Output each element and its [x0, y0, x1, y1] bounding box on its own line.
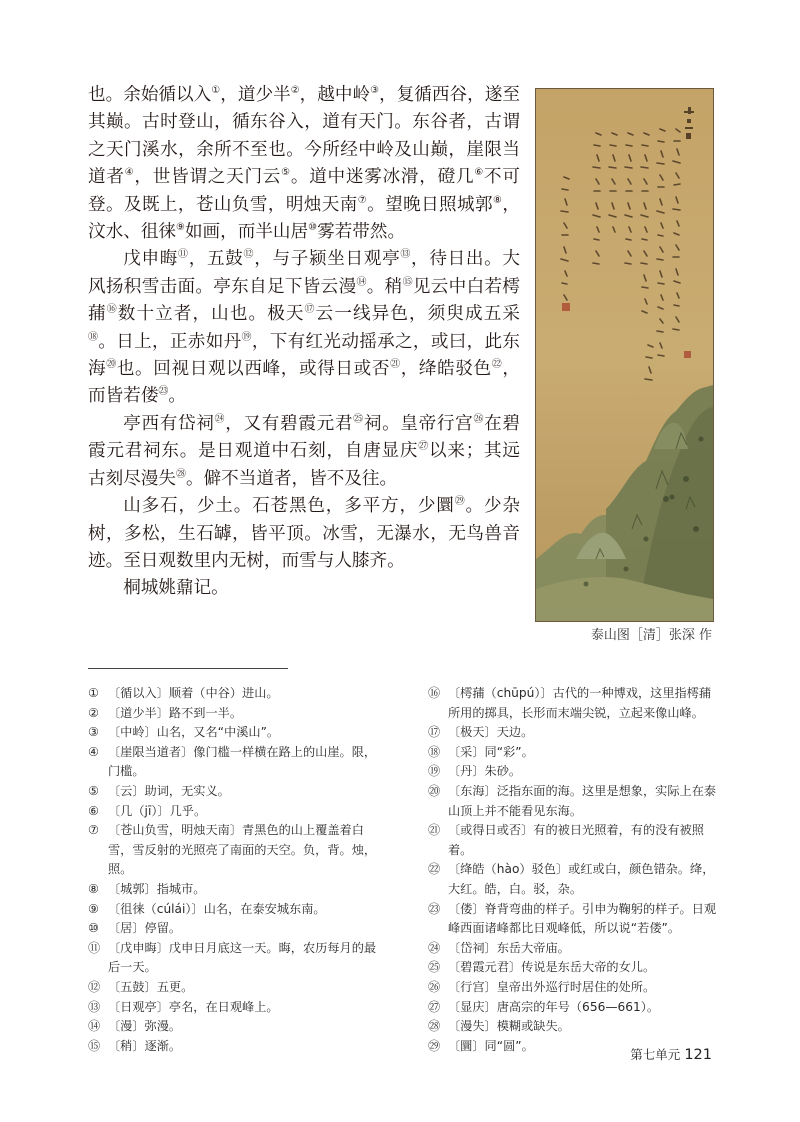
painting-taishan — [535, 88, 714, 622]
text-segment: ，而皆若偻 — [88, 359, 520, 407]
text-segment: ，世皆谓之天门云 — [134, 167, 282, 188]
footnote-marker: ㉗ — [418, 441, 430, 453]
footnote-text: 〔漫〕弥漫。 — [108, 1019, 182, 1034]
footnote-text: 〔居〕停留。 — [108, 921, 182, 936]
footnote-item — [88, 782, 388, 802]
footnote-number: ㉒ — [428, 862, 441, 877]
footnote-text: 〔樗蒱（chūpú）〕古代的一种博戏，这里指樗蒱所用的掷具，长形而末端尖锐，立起来像山峰。 — [448, 686, 712, 720]
text-segment: ，道少半 — [220, 85, 291, 105]
footnote-text: 〔或得日或否〕有的被日光照着，有的没有被照着。 — [448, 823, 704, 857]
footnote-marker: ③ — [370, 85, 380, 96]
footnote-marker: ⑭ — [356, 276, 367, 288]
footnote-number: ⑩ — [88, 921, 99, 936]
footnote-marker: ㉑ — [390, 359, 401, 371]
footnote-marker: ⑮ — [402, 276, 413, 288]
footnote-marker: ⑫ — [243, 249, 255, 261]
footnote-item — [428, 900, 718, 939]
text-segment: ，越中岭 — [299, 85, 371, 105]
footnote-marker: ⑱ — [88, 331, 99, 343]
footnote-marker: ⑩ — [308, 222, 318, 234]
page-number: 121 — [684, 1047, 712, 1063]
footnotes-left-column — [88, 684, 388, 1056]
footnote-number: ㉑ — [428, 823, 441, 838]
text-segment: 也。余始循以入 — [88, 85, 212, 105]
text-segment: 数十立者，山也。极天 — [117, 304, 305, 325]
text-segment: 桐城姚鼐记。 — [123, 578, 229, 599]
text-segment: ，汶水、徂徕 — [88, 194, 520, 243]
text-segment: 祠。皇帝行宫 — [363, 413, 474, 434]
footnote-number: ⑳ — [428, 783, 441, 798]
footnote-item — [88, 821, 388, 880]
footnote-text: 〔中岭〕山名，又名“中溪山”。 — [108, 725, 280, 740]
footnote-text: 〔五鼓〕五更。 — [108, 979, 194, 994]
footnote-number: ⑬ — [88, 999, 101, 1014]
footnote-number: ⑥ — [88, 803, 99, 818]
main-text — [88, 82, 520, 603]
footnote-marker: ㉘ — [175, 468, 186, 480]
footnote-item — [88, 900, 388, 920]
footnote-marker: ㉓ — [158, 386, 169, 398]
footnote-text: 〔苍山负雪，明烛天南〕青黑色的山上覆盖着白雪，雪反射的光照亮了南面的天空。负，背。烛，照。 — [108, 823, 377, 877]
text-segment: ，复循西谷，遂至其巅。古时登山，循东谷入，道有天门。东谷者，古谓之天门溪水，余所不至也。今所经中岭及山巅，崖限当道者 — [88, 85, 520, 188]
footnote-number: ② — [88, 705, 99, 720]
footnote-number: ⑱ — [428, 744, 441, 759]
text-segment: ，绛皓驳色 — [400, 359, 492, 380]
footnote-marker: ㉔ — [214, 413, 226, 425]
footnote-marker: ⑤ — [281, 167, 291, 179]
text-segment: 。稍 — [366, 276, 403, 297]
footnote-number: ㉖ — [428, 979, 441, 994]
footnote-item — [428, 821, 718, 860]
text-segment: 不可登。及既上，苍山负雪，明烛天南 — [88, 167, 520, 215]
footnote-number: ㉕ — [428, 960, 441, 975]
text-segment: 。少杂树，多松，生石罅，皆平顶。冰雪，无瀑水，无鸟兽音迹。至日观数里内无树，而雪与人膝齐。 — [88, 496, 520, 571]
footnote-text: 〔碧霞元君〕传说是东岳大帝的女儿。 — [448, 960, 656, 975]
text-segment: 山多石，少土。石苍黑色，多平方，少圜 — [123, 496, 455, 517]
footnote-marker: ⑪ — [178, 249, 189, 261]
text-segment: ，待日出。大风扬积雪击面。亭东自足下皆云漫 — [88, 249, 520, 297]
painting-caption: 泰山图［清］张深 作 — [590, 628, 712, 643]
footnote-item — [428, 958, 718, 978]
text-segment: 如画，而半山居 — [184, 222, 309, 243]
footnote-number: ⑤ — [88, 783, 99, 798]
text-segment: 。 — [168, 386, 186, 407]
footnote-item — [88, 978, 388, 998]
footnote-number: ⑧ — [88, 881, 99, 896]
footnote-text: 〔循以入〕顺着（中谷）进山。 — [108, 686, 279, 700]
landscape-painting-image — [536, 89, 713, 621]
footnote-marker: ④ — [124, 167, 135, 179]
footnote-number: ㉔ — [428, 940, 441, 955]
footnote-text: 〔崖限当道者〕像门槛一样横在路上的山崖。限，门槛。 — [108, 744, 377, 779]
footnote-marker: ⑧ — [493, 194, 503, 206]
footnote-marker: ② — [290, 85, 300, 96]
paragraph — [88, 493, 520, 575]
footnotes-right-column — [428, 684, 718, 1056]
footnote-item — [428, 939, 718, 959]
page-footer — [600, 1045, 712, 1063]
footnote-marker: ⑳ — [106, 359, 117, 371]
paragraph — [88, 246, 520, 410]
footnote-number: ⑮ — [88, 1038, 101, 1053]
text-segment: 见云中白若樗蒱 — [88, 276, 520, 325]
footnote-text: 〔丹〕朱砂。 — [448, 764, 522, 779]
footnote-marker: ① — [211, 85, 221, 96]
footnote-text: 〔道少半〕路不到一半。 — [108, 705, 243, 720]
footnote-text: 〔云〕助词，无实义。 — [108, 783, 230, 798]
text-segment: ，五鼓 — [188, 249, 244, 270]
footnote-item — [428, 978, 718, 998]
footnote-text: 〔极天〕天边。 — [448, 725, 534, 740]
footnote-item — [428, 860, 718, 899]
footnote-text: 〔日观亭〕亭名，在日观峰上。 — [108, 999, 279, 1014]
footnote-number: ④ — [88, 744, 99, 759]
footnote-number: ① — [88, 686, 99, 700]
footnote-number: ⑰ — [428, 725, 441, 740]
footnote-text: 〔徂徕（cúlái）〕山名，在泰安城东南。 — [108, 901, 326, 916]
footnote-item — [88, 998, 388, 1018]
footnote-text: 〔戊申晦〕戊申日月底这一天。晦，农历每月的最后一天。 — [108, 940, 377, 975]
footnote-item — [88, 743, 388, 782]
text-segment: 雾若带然。 — [317, 222, 406, 243]
text-segment: ，又有碧霞元君 — [225, 413, 354, 434]
footnote-number: ⑫ — [88, 979, 101, 994]
text-segment: 亭西有岱祠 — [123, 413, 215, 434]
footnote-item — [428, 743, 718, 763]
footnote-text: 〔绛皓（hào）驳色〕或红或白，颜色错杂。绛，大红。皓，白。驳，杂。 — [448, 862, 715, 896]
footnote-item — [428, 684, 718, 723]
footnote-item — [428, 762, 718, 782]
footnote-text: 〔漫失〕模糊或缺失。 — [448, 1019, 570, 1034]
footnote-marker: ⑰ — [304, 304, 316, 316]
footnote-number: ㉘ — [428, 1019, 441, 1034]
footnote-number: ㉙ — [428, 1038, 441, 1053]
footnote-number: ⑭ — [88, 1019, 101, 1034]
footnote-text: 〔显庆〕唐高宗的年号（656—661）。 — [448, 999, 660, 1014]
footnote-item — [428, 1017, 718, 1037]
text-segment: 。道中迷雾冰滑，磴几 — [290, 167, 475, 188]
footnote-text: 〔岱祠〕东岳大帝庙。 — [448, 940, 570, 955]
footnote-number: ③ — [88, 725, 99, 740]
footnote-marker: ㉕ — [353, 413, 364, 425]
footnote-text: 〔采〕同“彩”。 — [448, 744, 534, 759]
footnote-number: ⑦ — [88, 823, 99, 838]
footnote-item — [88, 723, 388, 743]
footnote-item — [88, 1017, 388, 1037]
text-segment: 在碧霞元君祠东。是日观道中石刻，自唐显庆 — [88, 413, 520, 462]
footnote-number: ⑯ — [428, 686, 441, 700]
text-segment: 云一线异色，须臾成五采 — [315, 304, 520, 325]
text-segment: 。日上，正赤如丹 — [98, 331, 242, 352]
footnote-marker: ⑬ — [400, 249, 412, 261]
footnote-item — [88, 704, 388, 724]
footnote-item — [88, 684, 388, 704]
footnote-number: ㉓ — [428, 901, 441, 916]
footnote-marker: ㉒ — [491, 359, 503, 371]
paragraph — [88, 575, 520, 602]
footnote-item — [88, 1037, 388, 1057]
paragraph — [88, 411, 520, 493]
text-segment: 。僻不当道者，皆不及往。 — [185, 468, 398, 489]
footnote-item — [88, 939, 388, 978]
footnote-marker: ⑦ — [357, 194, 368, 206]
unit-label: 第七单元 — [630, 1047, 681, 1062]
footnote-divider — [88, 668, 288, 669]
footnote-marker: ⑨ — [175, 222, 185, 234]
text-segment: 以来；其远古刻尽漫失 — [88, 441, 520, 489]
footnote-text: 〔偻〕脊背弯曲的样子。引申为鞠躬的样子。日观峰西面诸峰都比日观峰低，所以说“若偻”。 — [448, 901, 717, 936]
footnote-text: 〔东海〕泛指东面的海。这里是想象，实际上在泰山顶上并不能看见东海。 — [448, 783, 717, 818]
text-segment: ，与子颍坐日观亭 — [254, 249, 401, 270]
footnote-number: ⑪ — [88, 940, 101, 955]
footnote-item — [88, 919, 388, 939]
footnote-item — [88, 880, 388, 900]
footnote-text: 〔城郭〕指城市。 — [108, 881, 206, 896]
footnote-marker: ㉙ — [454, 496, 466, 508]
footnote-marker: ⑲ — [241, 331, 252, 343]
footnote-number: ⑲ — [428, 764, 441, 779]
footnote-item — [428, 723, 718, 743]
text-segment: 戊申晦 — [123, 249, 178, 270]
text-segment: 也。回视日观以西峰，或得日或否 — [116, 359, 391, 380]
text-segment: ，下有红光动摇承之，或曰，此东海 — [88, 331, 521, 380]
footnote-marker: ㉖ — [473, 413, 485, 425]
footnote-number: ⑨ — [88, 901, 99, 916]
footnote-text: 〔圜〕同“圆”。 — [448, 1038, 534, 1053]
footnote-number: ㉗ — [428, 999, 441, 1014]
footnote-text: 〔几（jī）〕几乎。 — [108, 803, 207, 818]
footnote-marker: ⑥ — [474, 167, 485, 179]
footnote-item — [428, 782, 718, 821]
paragraph — [88, 82, 520, 246]
footnote-text: 〔行宫〕皇帝出外巡行时居住的处所。 — [448, 979, 656, 994]
footnote-text: 〔稍〕逐渐。 — [108, 1038, 182, 1053]
text-segment: 。望晚日照城郭 — [367, 194, 494, 215]
footnote-item — [428, 998, 718, 1018]
footnote-marker: ⑯ — [106, 304, 118, 316]
footnote-item — [88, 802, 388, 822]
